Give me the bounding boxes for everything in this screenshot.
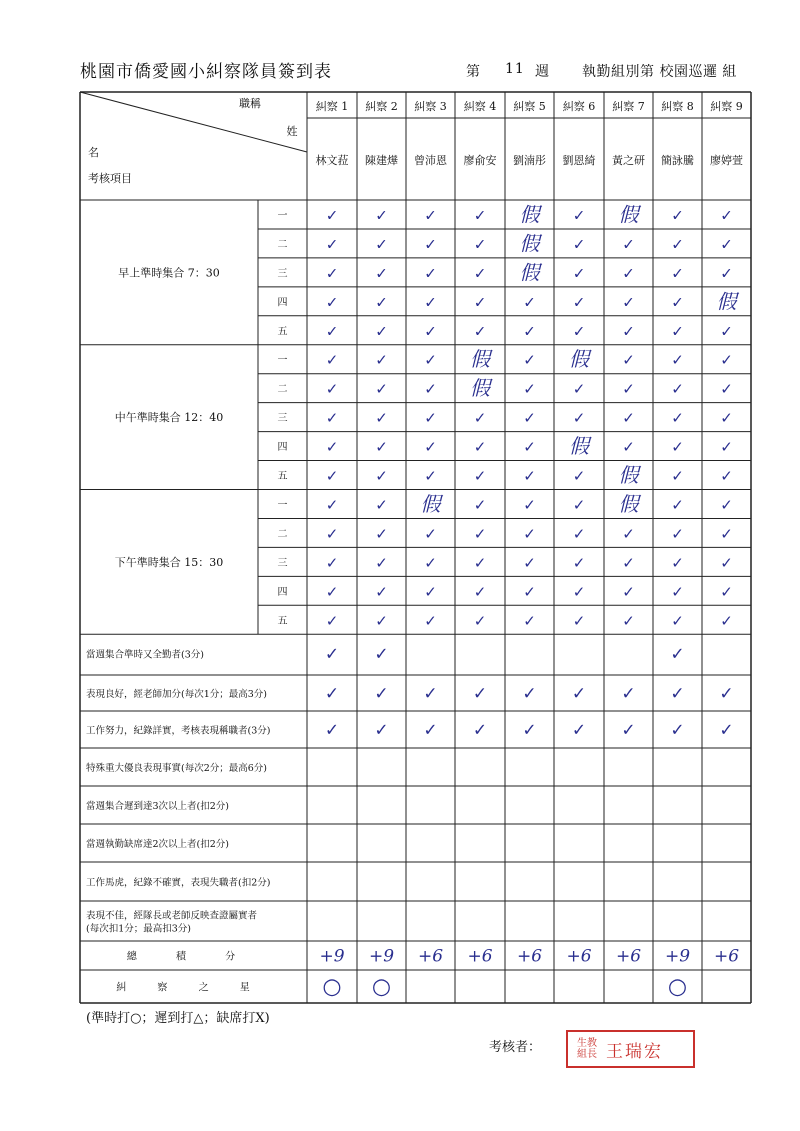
check-mark: ✓ [671,409,684,428]
check-mark: ✓ [375,467,388,486]
session-label: 下午準時集合 15：30 [114,555,224,569]
check-mark: ✓ [622,611,635,630]
check-mark: ✓ [622,553,635,572]
check-mark: ✓ [671,467,684,486]
check-mark: ✓ [473,409,487,428]
check-mark: ✓ [424,611,437,630]
check-mark: ✓ [375,206,388,225]
check-mark: ✓ [424,380,437,399]
leave-mark: 假 [618,491,639,516]
member-name: 廖俞安 [463,154,497,167]
check-mark: ✓ [424,524,437,543]
check-mark: ✓ [325,264,339,283]
star-mark: ○ [667,974,688,1000]
criteria-label: 工作馬虎，紀錄不確實，表現失職者(扣2分) [86,877,271,889]
check-mark: ✓ [375,235,388,254]
page-title: 桃園市僑愛國小糾察隊員簽到表 [80,62,332,82]
check-mark: ✓ [375,611,388,630]
check-mark: ✓ [324,720,340,741]
column-title: 糾察 5 [513,100,546,113]
day-label: 二 [277,384,288,396]
check-mark: ✓ [671,206,684,225]
check-mark: ✓ [424,264,437,283]
check-mark: ✓ [375,264,388,283]
check-mark: ✓ [671,553,684,572]
day-label: 二 [277,239,288,251]
check-mark: ✓ [671,495,684,514]
check-mark: ✓ [670,720,685,741]
stamp-title: 生教 組長 [577,1038,597,1060]
check-mark: ✓ [622,380,635,399]
total-score: +9 [368,946,395,967]
check-mark: ✓ [622,524,635,543]
check-mark: ✓ [622,409,635,428]
member-name: 曾沛恩 [414,154,447,167]
column-title: 糾察 4 [463,100,497,113]
check-mark: ✓ [523,524,536,543]
day-label: 五 [277,471,288,483]
day-label: 一 [277,499,288,511]
check-mark: ✓ [424,553,437,572]
check-mark: ✓ [473,235,487,254]
check-mark: ✓ [325,409,339,428]
column-title: 糾察 8 [661,100,694,113]
check-mark: ✓ [572,611,586,630]
leave-mark: 假 [618,202,639,227]
criteria-label: 當週集合準時又全勤者(3分) [86,649,204,661]
check-mark: ✓ [472,720,488,741]
check-mark: ✓ [720,611,733,630]
check-mark: ✓ [572,235,586,254]
check-mark: ✓ [325,553,339,572]
star-mark: ○ [371,974,392,1000]
duty-group: 執勤組別第 校園巡邏 組 [582,64,737,80]
criteria-label: 表現不佳，經隊長或老師反映查證屬實者 [86,910,258,922]
check-mark: ✓ [424,351,437,370]
check-mark: ✓ [622,235,635,254]
stamp-name: 王瑞宏 [606,1041,663,1062]
check-mark: ✓ [719,684,734,704]
check-mark: ✓ [523,380,536,399]
check-mark: ✓ [424,235,437,254]
corner-item-label: 考核項目 [88,172,132,185]
check-mark: ✓ [720,495,733,514]
check-mark: ✓ [325,293,339,312]
check-mark: ✓ [670,644,685,665]
check-mark: ✓ [473,582,487,601]
check-mark: ✓ [374,644,389,665]
member-name: 劉湳彤 [513,154,546,167]
total-score: +6 [516,946,543,967]
check-mark: ✓ [423,720,438,741]
leave-mark: 假 [569,347,589,372]
check-mark: ✓ [523,582,536,601]
check-mark: ✓ [324,644,340,665]
day-label: 三 [277,268,288,280]
check-mark: ✓ [622,351,635,370]
check-mark: ✓ [572,495,586,514]
check-mark: ✓ [374,684,389,704]
check-mark: ✓ [671,351,684,370]
check-mark: ✓ [572,293,586,312]
check-mark: ✓ [522,720,537,741]
total-score: +6 [615,946,642,967]
week-suffix: 週 [535,64,550,80]
member-name: 黃之研 [612,154,645,167]
check-mark: ✓ [572,524,586,543]
check-mark: ✓ [375,495,388,514]
check-mark: ✓ [375,322,388,341]
check-mark: ✓ [572,582,586,601]
day-label: 四 [277,586,288,598]
check-mark: ✓ [473,206,487,225]
check-mark: ✓ [424,409,437,428]
day-label: 五 [277,326,288,338]
session-label: 早上準時集合 7：30 [118,266,220,280]
legend-note: (準時打○；遲到打△；缺席打X) [86,1011,270,1026]
check-mark: ✓ [572,553,586,572]
star-mark: ○ [322,974,342,1000]
check-mark: ✓ [324,684,340,704]
check-mark: ✓ [621,720,636,741]
check-mark: ✓ [325,351,339,370]
criteria-label: 當週集合遲到達3次以上者(扣2分) [86,801,230,812]
check-mark: ✓ [375,438,388,457]
check-mark: ✓ [473,495,487,514]
total-score: +6 [467,946,493,967]
column-title: 糾察 3 [414,100,447,113]
check-mark: ✓ [325,206,339,225]
check-mark: ✓ [671,322,684,341]
total-score: +6 [713,946,740,967]
criteria-label: 當週執勤缺席達2次以上者(扣2分) [86,839,230,850]
leave-mark: 假 [519,202,540,227]
reviewer-stamp [566,1030,695,1068]
leave-mark: 假 [569,434,589,459]
check-mark: ✓ [622,322,635,341]
day-label: 一 [277,355,288,367]
total-label: 總 積 分 [126,951,254,963]
check-mark: ✓ [671,582,684,601]
leave-mark: 假 [470,376,490,401]
day-label: 二 [277,528,288,540]
check-mark: ✓ [523,351,536,370]
check-mark: ✓ [671,611,684,630]
check-mark: ✓ [523,409,536,428]
check-mark: ✓ [571,684,587,704]
column-title: 糾察 7 [612,100,645,113]
check-mark: ✓ [325,467,339,486]
check-mark: ✓ [622,582,635,601]
check-mark: ✓ [473,467,487,486]
check-mark: ✓ [523,467,536,486]
check-mark: ✓ [424,467,437,486]
check-mark: ✓ [473,524,487,543]
check-mark: ✓ [720,409,733,428]
check-mark: ✓ [671,524,684,543]
check-mark: ✓ [374,720,389,741]
leave-mark: 假 [470,347,490,372]
grid-line [80,92,307,152]
column-title: 糾察 6 [562,100,596,113]
check-mark: ✓ [375,409,388,428]
check-mark: ✓ [325,322,339,341]
check-mark: ✓ [572,467,586,486]
check-mark: ✓ [523,553,536,572]
check-mark: ✓ [424,293,437,312]
reviewer-label: 考核者： [489,1040,542,1055]
total-score: +9 [319,946,345,967]
check-mark: ✓ [424,206,437,225]
check-mark: ✓ [572,206,586,225]
session-label: 中午準時集合 12：40 [114,411,224,425]
check-mark: ✓ [523,293,536,312]
check-mark: ✓ [720,322,733,341]
check-mark: ✓ [670,684,685,704]
day-label: 五 [277,615,288,627]
check-mark: ✓ [523,495,536,514]
check-mark: ✓ [325,611,339,630]
check-mark: ✓ [473,293,487,312]
week-number: 11 [505,61,525,77]
day-label: 一 [277,210,288,222]
check-mark: ✓ [671,438,684,457]
check-mark: ✓ [571,720,587,741]
check-mark: ✓ [424,438,437,457]
check-mark: ✓ [671,293,684,312]
check-mark: ✓ [375,351,388,370]
check-mark: ✓ [424,582,437,601]
check-mark: ✓ [572,264,586,283]
criteria-label: (每次扣1分；最高扣3分) [86,923,192,935]
check-mark: ✓ [473,438,487,457]
check-mark: ✓ [424,322,437,341]
member-name: 陳建燁 [365,154,398,167]
check-mark: ✓ [720,467,733,486]
corner-role-label: 職稱 [239,97,261,110]
member-name: 簡詠騰 [661,154,694,167]
total-score: +6 [417,946,444,967]
day-label: 三 [277,557,288,569]
check-mark: ✓ [375,524,388,543]
check-mark: ✓ [375,553,388,572]
check-mark: ✓ [720,582,733,601]
leave-mark: 假 [519,260,540,285]
day-label: 四 [277,297,288,309]
check-mark: ✓ [622,438,635,457]
column-title: 糾察 2 [365,100,398,113]
check-mark: ✓ [523,322,536,341]
check-mark: ✓ [572,409,586,428]
total-score: +9 [664,946,691,967]
leave-mark: 假 [519,231,540,256]
check-mark: ✓ [325,582,339,601]
check-mark: ✓ [622,264,635,283]
check-mark: ✓ [375,380,388,399]
check-mark: ✓ [671,380,684,399]
member-name: 劉恩綺 [562,154,596,167]
check-mark: ✓ [671,235,684,254]
leave-mark: 假 [420,491,441,516]
leave-mark: 假 [716,289,737,314]
column-title: 糾察 9 [710,100,743,113]
criteria-label: 表現良好，經老師加分(每次1分；最高3分) [86,689,268,700]
check-mark: ✓ [472,684,488,704]
check-mark: ✓ [523,611,536,630]
check-mark: ✓ [719,720,734,741]
check-mark: ✓ [720,438,733,457]
check-mark: ✓ [325,524,339,543]
check-mark: ✓ [523,438,536,457]
criteria-label: 特殊重大優良表現事實(每次2分；最高6分) [86,763,268,774]
check-mark: ✓ [325,235,339,254]
check-mark: ✓ [375,582,388,601]
check-mark: ✓ [671,264,684,283]
check-mark: ✓ [423,684,438,704]
check-mark: ✓ [572,380,586,399]
check-mark: ✓ [720,351,733,370]
check-mark: ✓ [622,293,635,312]
member-name: 林文菈 [315,154,349,167]
corner-surname-label: 姓 [286,125,298,138]
check-mark: ✓ [325,438,339,457]
check-mark: ✓ [572,322,586,341]
check-mark: ✓ [473,322,487,341]
total-score: +6 [566,946,592,967]
check-mark: ✓ [720,380,733,399]
check-mark: ✓ [720,235,733,254]
check-mark: ✓ [325,495,339,514]
check-mark: ✓ [720,264,733,283]
check-mark: ✓ [325,380,339,399]
week-prefix: 第 [466,64,481,80]
check-mark: ✓ [720,524,733,543]
leave-mark: 假 [618,463,639,488]
column-title: 糾察 1 [315,100,349,113]
member-name: 廖婷萱 [710,154,743,167]
check-mark: ✓ [720,553,733,572]
star-label: 糾 察 之 星 [116,982,264,994]
check-mark: ✓ [621,684,636,704]
day-label: 四 [277,442,288,454]
check-mark: ✓ [473,611,487,630]
check-mark: ✓ [720,206,733,225]
day-label: 三 [277,413,288,425]
corner-name-label: 名 [88,146,99,159]
criteria-label: 工作努力，紀錄詳實，考核表現稱職者(3分) [86,725,271,737]
check-mark: ✓ [473,264,487,283]
check-mark: ✓ [375,293,388,312]
check-mark: ✓ [522,684,537,704]
check-mark: ✓ [473,553,487,572]
